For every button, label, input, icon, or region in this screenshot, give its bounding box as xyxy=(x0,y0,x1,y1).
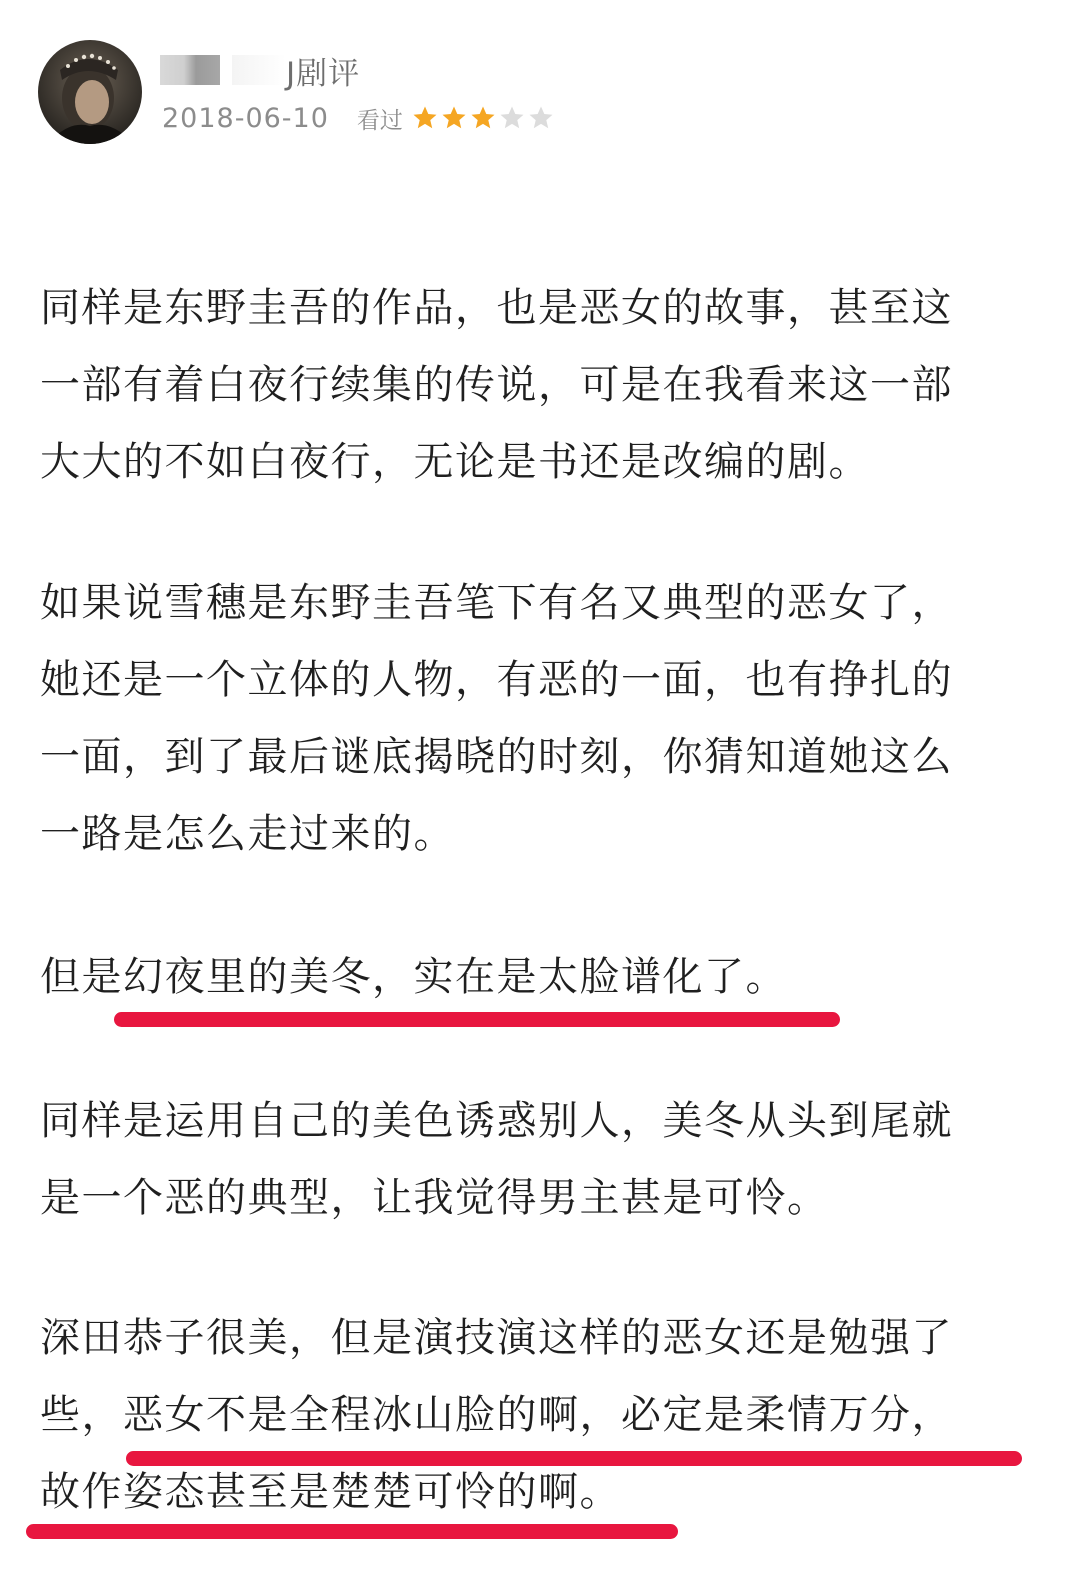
paragraph-line: 故作姿态甚至是楚楚可怜的啊。 xyxy=(40,1469,621,1515)
watch-status: 看过 xyxy=(356,107,403,134)
paragraph-line: 一面，到了最后谜底揭晓的时刻，你猜知道她这么 xyxy=(40,734,953,780)
paragraph-line: 但是幻夜里的美冬，实在是太脸谱化了。 xyxy=(40,954,787,1000)
blurred-name-mask-soft xyxy=(232,55,286,85)
avatar-image xyxy=(38,40,142,144)
reviewer-name-row xyxy=(160,48,360,92)
review-date: 2018-06-10 xyxy=(162,102,329,134)
review-meta xyxy=(162,96,556,140)
reviewer-name[interactable]: J剧评 xyxy=(286,55,361,92)
paragraph-line: 她还是一个立体的人物，有恶的一面，也有挣扎的 xyxy=(40,657,953,703)
paragraph-line: 同样是东野圭吾的作品，也是恶女的故事，甚至这 xyxy=(40,285,953,331)
review-paragraph-3 xyxy=(40,939,1040,1016)
star-empty-icon xyxy=(498,104,526,132)
star-empty-icon xyxy=(527,104,555,132)
review-paragraph-5 xyxy=(40,1300,1040,1531)
paragraph-line: 同样是运用自己的美色诱惑别人，美冬从头到尾就 xyxy=(40,1098,953,1144)
review-paragraph-4 xyxy=(40,1083,1040,1237)
highlight-underline xyxy=(26,1524,678,1539)
highlight-underline xyxy=(114,1012,840,1027)
star-filled-icon xyxy=(440,104,468,132)
star-filled-icon xyxy=(411,104,439,132)
avatar[interactable] xyxy=(38,40,142,144)
paragraph-line: 一部有着白夜行续集的传说，可是在我看来这一部 xyxy=(40,362,953,408)
blurred-name-mask xyxy=(160,55,220,85)
paragraph-line: 大大的不如白夜行，无论是书还是改编的剧。 xyxy=(40,439,870,485)
paragraph-line: 是一个恶的典型，让我觉得男主甚是可怜。 xyxy=(40,1175,829,1221)
paragraph-line: 一路是怎么走过来的。 xyxy=(40,811,455,857)
highlight-underline xyxy=(126,1451,1022,1466)
star-rating xyxy=(411,104,556,132)
paragraph-line: 深田恭子很美，但是演技演这样的恶女还是勉强了 xyxy=(40,1315,953,1361)
review-paragraph-2 xyxy=(40,565,1040,873)
star-filled-icon xyxy=(469,104,497,132)
paragraph-line: 些，恶女不是全程冰山脸的啊，必定是柔情万分， xyxy=(40,1392,953,1438)
paragraph-line: 如果说雪穗是东野圭吾笔下有名又典型的恶女了， xyxy=(40,580,953,626)
review-paragraph-1 xyxy=(40,270,1040,501)
